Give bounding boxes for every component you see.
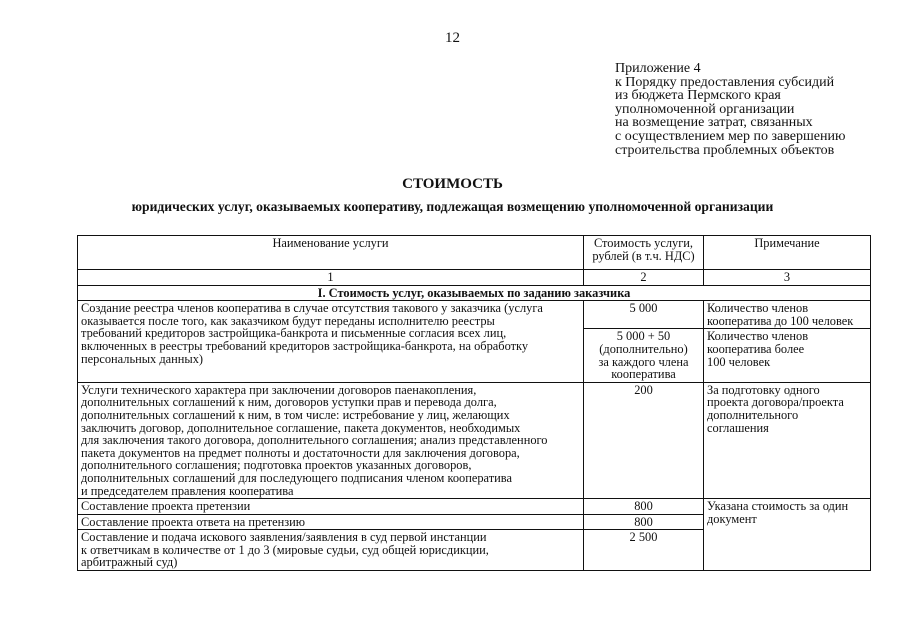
appendix-line: строительства проблемных объектов xyxy=(615,142,835,158)
note-line: За подготовку одного xyxy=(707,382,820,397)
service-name-cell: Составление проекта ответа на претензию xyxy=(78,514,584,530)
document-subtitle: юридических услуг, оказываемых кооперативу, подлежащая возмещению уполномоченной организации xyxy=(131,199,774,214)
document-title: СТОИМОСТЬ xyxy=(402,176,503,192)
cost-cell: 800 xyxy=(584,499,704,515)
cost-cell xyxy=(584,329,704,382)
note-line: документ xyxy=(707,511,757,526)
note-line: кооператива более xyxy=(707,341,805,356)
service-name-cell: Составление проекта претензии xyxy=(78,499,584,515)
page-number: 12 xyxy=(445,30,460,46)
service-name-line: Создание реестра членов кооператива в случае отсутствия такового у заказчика (услуга xyxy=(81,301,543,316)
column-number: 1 xyxy=(78,270,584,286)
service-name-line: дополнительных соглашений к ним, договоров уступки прав и перевода долга, xyxy=(81,395,497,410)
service-name-cell xyxy=(78,382,584,498)
service-name-line: для заключения такого договора, дополнительного соглашения; анализ представленного xyxy=(81,433,548,448)
note-line: проекта договора/проекта xyxy=(707,395,844,410)
table-row xyxy=(78,301,871,329)
service-name-line: требований кредиторов застройщика-банкрота и письменные согласия всех лиц, xyxy=(81,326,507,341)
note-cell xyxy=(704,329,871,382)
note-line: дополнительного xyxy=(707,407,799,422)
header-row xyxy=(78,236,871,270)
cost-cell: 5 000 xyxy=(584,301,704,329)
column-number-row xyxy=(78,270,871,286)
section-heading: I. Стоимость услуг, оказываемых по заданию заказчика xyxy=(78,285,871,301)
note-line: 100 человек xyxy=(707,354,771,369)
appendix-line: к Порядку предоставления субсидий xyxy=(615,74,835,90)
note-cell xyxy=(704,382,871,498)
cost-line: кооператива xyxy=(611,367,676,382)
note-line: соглашения xyxy=(707,420,769,435)
section-row xyxy=(78,285,871,301)
header-cost-line: Стоимость услуги, xyxy=(593,236,694,250)
service-name-line: дополнительного соглашения; подготовка проектов указанных договоров, xyxy=(81,458,472,473)
column-number: 2 xyxy=(584,270,704,286)
service-name-line: дополнительных соглашений к ним, в том числе: истребование у лиц, желающих xyxy=(81,407,510,422)
service-name-line: и председателем правления кооператива xyxy=(81,483,294,498)
service-name-line: Составление и подача искового заявления/заявления в суд первой инстанции xyxy=(81,530,487,545)
service-name-line: персональных данных) xyxy=(81,351,204,366)
cost-cell: 800 xyxy=(584,514,704,530)
note-cell xyxy=(704,301,871,329)
service-name-line: к ответчикам в количестве от 1 до 3 (мировые судьи, суд общей юрисдикции, xyxy=(81,542,489,557)
note-line: Указана стоимость за один xyxy=(707,499,849,514)
service-name-line: арбитражный суд) xyxy=(81,555,178,570)
column-number: 3 xyxy=(704,270,871,286)
header-cost-line: рублей (в т.ч. НДС) xyxy=(592,248,695,263)
service-name-line: заключить договор, дополнительное соглашение, пакета документов, необходимых xyxy=(81,420,521,435)
appendix-line: уполномоченной организации xyxy=(615,101,795,117)
service-name-cell xyxy=(78,301,584,383)
service-name-line: дополнительных соглашений для последующего подписания членом кооператива xyxy=(81,470,512,485)
appendix-line: из бюджета Пермского края xyxy=(615,88,781,104)
service-name-line: оказывается после того, как заказчиком будут переданы исполнителю реестры xyxy=(81,313,495,328)
appendix-line: с осуществлением мер по завершению xyxy=(615,128,846,144)
header-service-name: Наименование услуги xyxy=(78,236,584,270)
cost-cell: 200 xyxy=(584,382,704,498)
services-cost-table xyxy=(77,235,871,571)
note-line: кооператива до 100 человек xyxy=(707,313,854,328)
service-name-line: Услуги технического характера при заключении договоров паенакопления, xyxy=(81,382,477,397)
header-cost xyxy=(584,236,704,270)
service-name-line: пакета документов на предмет полноты и достаточности для заключения договора, xyxy=(81,445,520,460)
appendix-line: Приложение 4 xyxy=(615,61,701,76)
note-cell xyxy=(704,499,871,571)
header-note: Примечание xyxy=(704,236,871,270)
appendix-line: на возмещение затрат, связанных xyxy=(615,115,813,131)
service-name-line: включенных в реестры требований кредиторов застройщика-банкрота, на обработку xyxy=(81,338,529,353)
cost-line: 5 000 + 50 xyxy=(616,329,671,344)
table-row xyxy=(78,499,871,515)
note-line: Количество членов xyxy=(707,301,809,316)
note-line: Количество членов xyxy=(707,329,809,344)
service-name-cell xyxy=(78,530,584,571)
cost-cell: 2 500 xyxy=(584,530,704,571)
cost-line: (дополнительно) xyxy=(599,341,688,356)
cost-line: за каждого члена xyxy=(598,354,689,369)
appendix-block xyxy=(615,62,900,157)
table-row xyxy=(78,382,871,498)
